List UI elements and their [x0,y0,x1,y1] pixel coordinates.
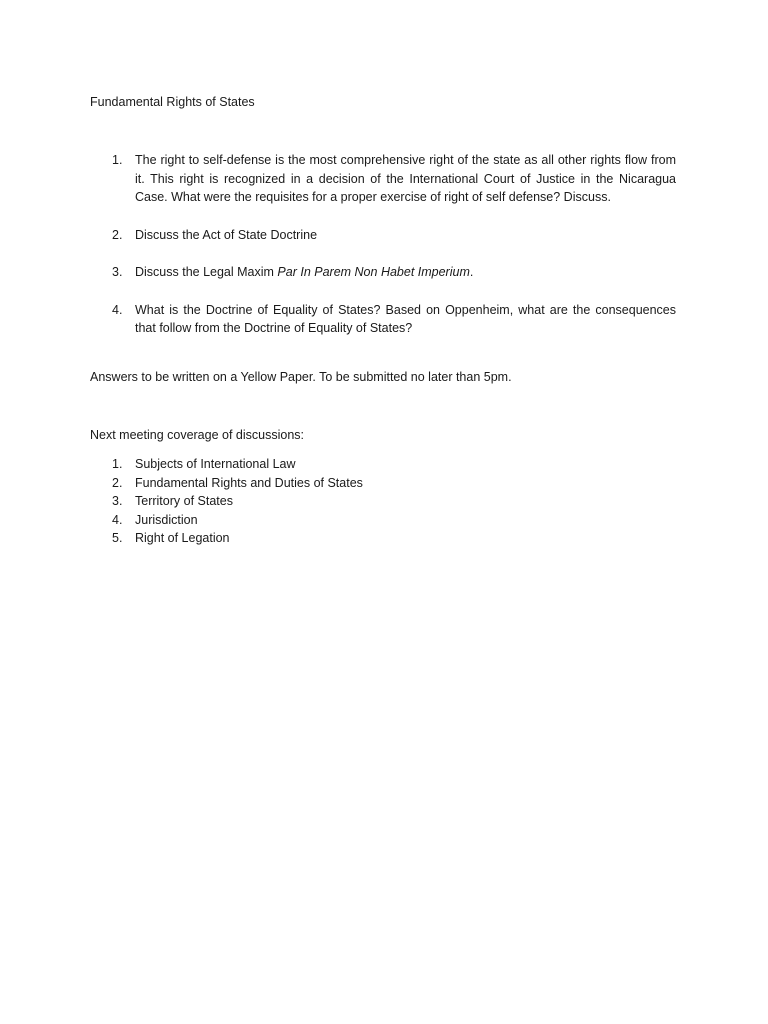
coverage-number: 5. [112,531,123,546]
question-text-after: . [469,265,474,279]
coverage-item [90,511,676,530]
coverage-item [90,455,676,474]
question-item [90,151,676,207]
document-title: Fundamental Rights of States [90,95,255,109]
question-number: 2. [112,227,123,242]
question-item [90,226,676,245]
question-number: 1. [112,153,123,167]
coverage-item [90,492,676,511]
coverage-number: 4. [112,512,123,527]
coverage-item [90,529,676,548]
question-text: The right to self-defense is the most comprehensive right of the state as all other rights flow from it. This right is recognized in a decision of the International Court of Justice in the Nicaragua Case. What were the requisites for a proper exercise of right of self defense? Discuss. [135,153,676,204]
coverage-number: 3. [112,494,123,509]
coverage-text: Fundamental Rights and Duties of States [135,475,363,490]
question-item [90,301,676,338]
question-text-before: Discuss the Legal Maxim [135,265,278,279]
question-number: 3. [112,265,123,279]
legal-maxim-italic: Par In Parem Non Habet Imperium [277,265,470,279]
question-text: What is the Doctrine of Equality of States? Based on Oppenheim, what are the consequences that follow from the Doctrine of Equality of States? [135,302,676,335]
coverage-text: Jurisdiction [135,512,198,527]
next-meeting-heading: Next meeting coverage of discussions: [90,428,304,442]
question-number: 4. [112,302,123,317]
coverage-item [90,474,676,493]
coverage-text: Territory of States [135,494,233,509]
coverage-text: Subjects of International Law [135,457,296,471]
question-item [90,263,676,282]
submission-note: Answers to be written on a Yellow Paper. To be submitted no later than 5pm. [90,370,512,384]
coverage-text: Right of Legation [135,531,230,546]
coverage-number: 2. [112,475,123,490]
question-text: Discuss the Act of State Doctrine [135,227,318,242]
coverage-number: 1. [112,457,123,471]
coverage-list [90,455,676,548]
question-list [90,151,676,357]
